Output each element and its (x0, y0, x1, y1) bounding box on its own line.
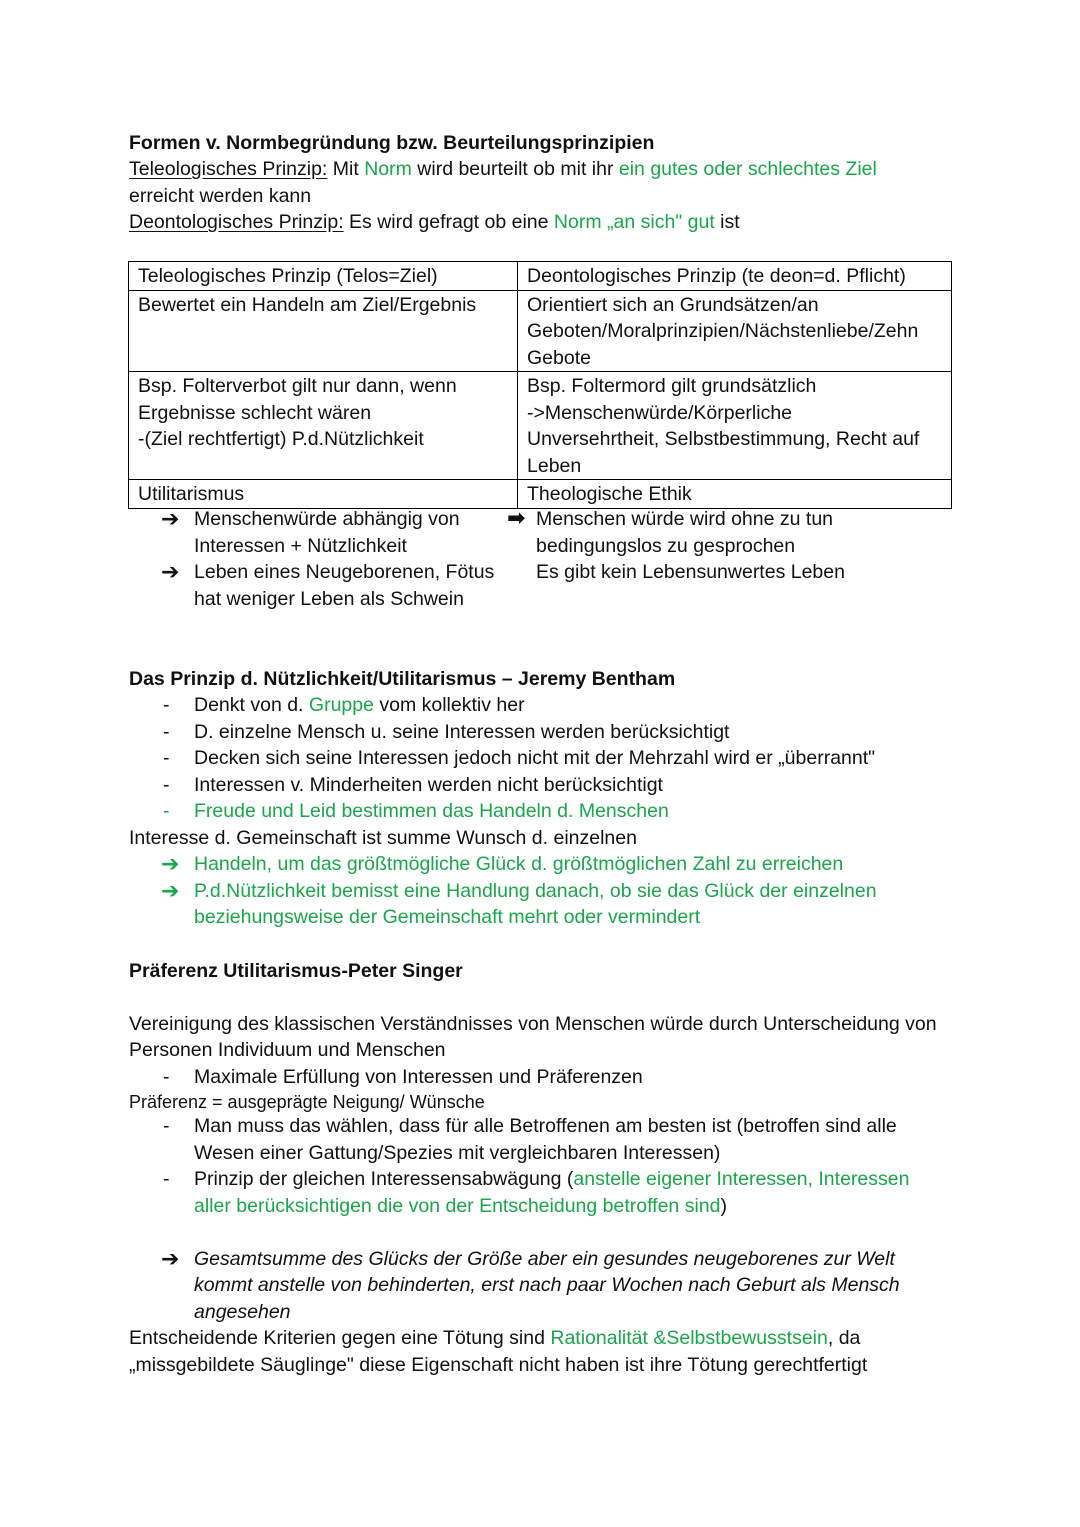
arrow-bullet-icon: ➔ (161, 1246, 180, 1271)
arrow-item-cont: beziehungsweise der Gemeinschaft mehrt oder vermindert (194, 906, 701, 928)
list-item: Freude und Leid bestimmen das Handeln d. Menschen (194, 800, 669, 822)
list-item (194, 692, 525, 719)
cell-text: Utilitarismus (138, 483, 245, 505)
table-cell (129, 480, 518, 509)
paragraph-cont: Personen Individuum und Menschen (129, 1039, 446, 1061)
table-cell (129, 290, 518, 372)
paragraph: Vereinigung des klassischen Verständnisses von Menschen würde durch Unterscheidung von (129, 1013, 937, 1035)
text-span: Entscheidende Kriterien gegen eine Tötung sind (129, 1327, 551, 1349)
list-item-cont (194, 1193, 727, 1220)
dash-bullet-icon: - (163, 721, 170, 743)
section-heading-singer: Präferenz Utilitarismus-Peter Singer (129, 960, 463, 982)
text-span: ) (720, 1195, 727, 1217)
teleologic-definition-cont: erreicht werden kann (129, 185, 312, 207)
list-item: Interessen v. Minderheiten werden nicht berücksichtigt (194, 774, 663, 796)
table-row (129, 480, 952, 509)
teleologic-definition (129, 156, 877, 183)
bullet-text: Interessen + Nützlichkeit (194, 535, 407, 557)
arrow-bullet-icon: ➔ (161, 506, 180, 531)
cell-text: Deontologisches Prinzip (te deon=d. Pflicht) (527, 265, 906, 287)
text-span: Prinzip der gleichen Interessensabwägung ( (194, 1168, 574, 1190)
definition-line: Präferenz = ausgeprägte Neigung/ Wünsche (129, 1092, 485, 1112)
dash-bullet-icon: - (163, 747, 170, 769)
table-cell (518, 480, 952, 509)
arrow-bullet-icon: ➔ (161, 559, 180, 584)
dash-bullet-icon: - (163, 1115, 170, 1137)
cell-line: Unversehrtheit, Selbstbestimmung, Recht auf (527, 428, 920, 450)
bullet-text: Es gibt kein Lebensunwertes Leben (536, 561, 845, 583)
cell-line: Gebote (527, 346, 591, 369)
cell-text: Teleologisches Prinzip (Telos=Ziel) (138, 265, 438, 287)
table-cell (518, 262, 952, 291)
table-cell (129, 372, 518, 480)
highlight-norm-an-sich: Norm „an sich" gut (553, 211, 715, 233)
table-row (129, 290, 952, 372)
arrow-item: Handeln, um das größtmögliche Glück d. größtmöglichen Zahl zu erreichen (194, 853, 844, 875)
bullet-text: Menschenwürde abhängig von (194, 508, 460, 530)
arrow-item-cont: angesehen (194, 1301, 291, 1323)
arrow-bullet-icon: ➔ (161, 878, 180, 903)
paragraph: Interesse d. Gemeinschaft ist summe Wunsch d. einzelnen (129, 827, 637, 849)
paragraph (129, 1325, 860, 1352)
teleologic-label: Teleologisches Prinzip: (129, 158, 328, 180)
text-span: ist (714, 211, 740, 233)
text-span: Es wird gefragt ob eine (343, 211, 554, 233)
dash-bullet-icon: - (163, 800, 170, 822)
text-span: Denkt von d. (194, 694, 309, 716)
dash-bullet-icon: - (163, 1066, 170, 1088)
cell-line: Ergebnisse schlecht wären (138, 401, 372, 424)
arrow-item-cont: kommt anstelle von behinderten, erst nach paar Wochen nach Geburt als Mensch (194, 1274, 900, 1296)
table-row (129, 372, 952, 480)
list-item: D. einzelne Mensch u. seine Interessen werden berücksichtigt (194, 721, 730, 743)
text-span: wird beurteilt ob mit ihr (411, 158, 619, 180)
table-row (129, 262, 952, 291)
cell-line: Geboten/Moralprinzipien/Nächstenliebe/Zehn (527, 320, 919, 342)
comparison-table (128, 261, 952, 509)
list-item-cont: Wesen einer Gattung/Spezies mit vergleichbaren Interessen) (194, 1142, 721, 1164)
cell-text: Theologische Ethik (527, 483, 692, 505)
cell-line: ->Menschenwürde/Körperliche (527, 401, 793, 424)
section-heading-normbegruendung: Formen v. Normbegründung bzw. Beurteilungsprinzipien (129, 132, 655, 154)
list-item: Man muss das wählen, dass für alle Betroffenen am besten ist (betroffen sind alle (194, 1115, 897, 1137)
highlight-ziel: ein gutes oder schlechtes Ziel (618, 158, 877, 180)
text-span: , da (827, 1327, 861, 1349)
bullet-text: Menschen würde wird ohne zu tun (536, 508, 834, 530)
cell-line: -(Ziel rechtfertigt) P.d.Nützlichkeit (138, 428, 424, 450)
cell-text: Bewertet ein Handeln am Ziel/Ergebnis (138, 293, 477, 316)
list-item (194, 1166, 909, 1193)
arrow-bullet-icon: ➡ (507, 505, 526, 530)
cell-line: Bsp. Folterverbot gilt nur dann, wenn (138, 375, 457, 397)
list-item: Maximale Erfüllung von Interessen und Präferenzen (194, 1066, 643, 1088)
table-cell (129, 262, 518, 291)
highlight-gruppe: Gruppe (308, 694, 374, 716)
dash-bullet-icon: - (163, 694, 170, 716)
table-cell (518, 372, 952, 480)
highlight-text: anstelle eigener Interessen, Interessen (573, 1168, 910, 1190)
cell-line: Orientiert sich an Grundsätzen/an (527, 293, 819, 316)
dash-bullet-icon: - (163, 1168, 170, 1190)
text-span: vom kollektiv her (373, 694, 525, 716)
cell-line: Leben (527, 454, 582, 477)
bullet-text: Leben eines Neugeborenen, Fötus (194, 561, 495, 583)
section-heading-bentham: Das Prinzip d. Nützlichkeit/Utilitarismus – Jeremy Bentham (129, 668, 676, 690)
deontologic-label: Deontologisches Prinzip: (129, 211, 344, 233)
dash-bullet-icon: - (163, 774, 170, 796)
text-span: Mit (327, 158, 365, 180)
highlight-text: Rationalität &Selbstbewusstsein (550, 1327, 828, 1349)
highlight-text: aller berücksichtigen die von der Entscheidung betroffen sind (194, 1195, 721, 1217)
table-cell (518, 290, 952, 372)
paragraph-cont: „missgebildete Säuglinge" diese Eigenschaft nicht haben ist ihre Tötung gerechtfertigt (129, 1354, 868, 1376)
arrow-item: Gesamtsumme des Glücks der Größe aber ein gesundes neugeborenes zur Welt (194, 1248, 895, 1270)
deontologic-definition (129, 209, 740, 236)
arrow-item: P.d.Nützlichkeit bemisst eine Handlung danach, ob sie das Glück der einzelnen (194, 880, 877, 902)
bullet-text: bedingungslos zu gesprochen (536, 535, 796, 557)
cell-line: Bsp. Foltermord gilt grundsätzlich (527, 375, 817, 397)
bullet-text: hat weniger Leben als Schwein (194, 588, 464, 610)
highlight-norm: Norm (364, 158, 412, 180)
arrow-bullet-icon: ➔ (161, 851, 180, 876)
list-item: Decken sich seine Interessen jedoch nicht mit der Mehrzahl wird er „überrannt" (194, 747, 876, 769)
